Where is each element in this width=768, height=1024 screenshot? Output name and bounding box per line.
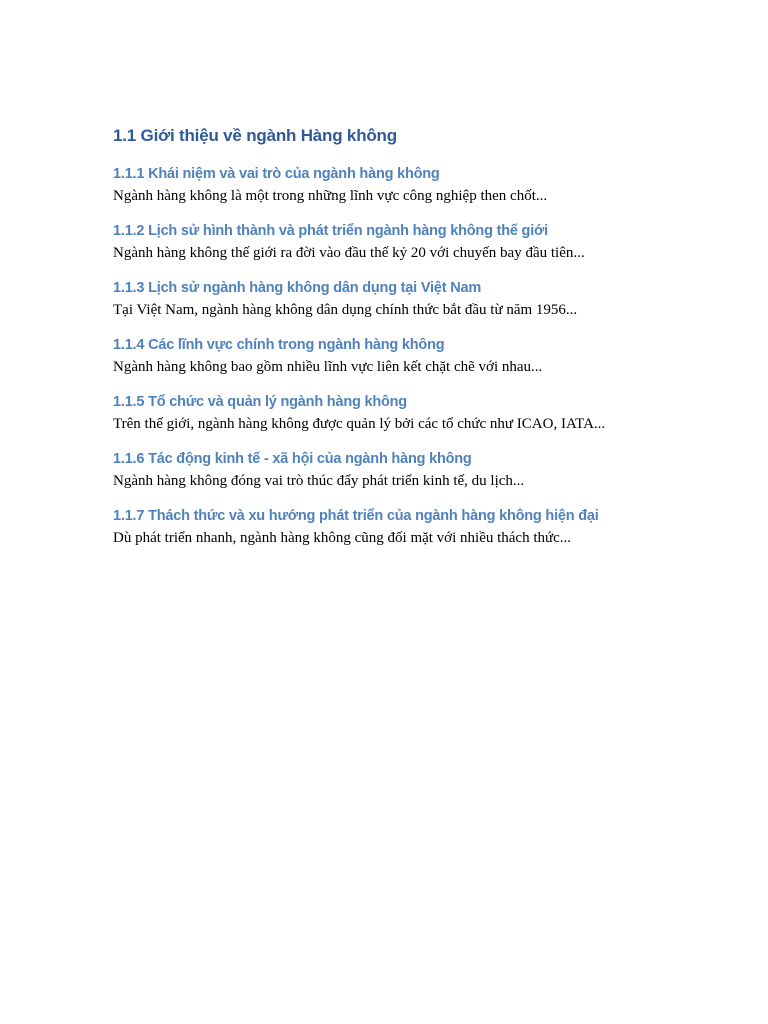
subsection-text: Ngành hàng không là một trong những lĩnh vực công nghiệp then chốt... [113,188,548,204]
subsection-title: 1.1.7 Thách thức và xu hướng phát triển của ngành hàng không hiện đại [113,508,599,524]
subsection-text: Ngành hàng không thế giới ra đời vào đầu thế kỷ 20 với chuyến bay đầu tiên... [113,245,585,261]
subsection-1-1-6 [113,449,708,492]
subsection-1-1-2 [113,221,708,264]
subsection-text: Dù phát triển nhanh, ngành hàng không cũng đối mặt với nhiều thách thức... [113,530,572,546]
subsection-1-1-5 [113,392,708,435]
subsection-title: 1.1.6 Tác động kinh tế - xã hội của ngành hàng không [113,451,472,467]
subsection-title: 1.1.2 Lịch sử hình thành và phát triển ngành hàng không thế giới [113,223,548,239]
subsection-title: 1.1.4 Các lĩnh vực chính trong ngành hàng không [113,337,445,353]
subsection-title: 1.1.1 Khái niệm và vai trò của ngành hàng không [113,166,440,182]
subsection-1-1-1 [113,164,708,207]
subsection-title: 1.1.5 Tổ chức và quản lý ngành hàng không [113,394,407,410]
subsection-text: Trên thế giới, ngành hàng không được quản lý bởi các tổ chức như ICAO, IATA... [113,416,606,432]
subsection-text: Tại Việt Nam, ngành hàng không dân dụng chính thức bắt đầu từ năm 1956... [113,302,578,318]
subsection-text: Ngành hàng không đóng vai trò thúc đẩy phát triển kinh tế, du lịch... [113,473,525,489]
subsection-1-1-3 [113,278,708,321]
section-title: 1.1 Giới thiệu về ngành Hàng không [113,126,397,145]
subsection-1-1-7 [113,506,708,549]
subsection-text: Ngành hàng không bao gồm nhiều lĩnh vực liên kết chặt chẽ với nhau... [113,359,543,375]
subsection-title: 1.1.3 Lịch sử ngành hàng không dân dụng tại Việt Nam [113,280,482,296]
subsection-1-1-4 [113,335,708,378]
